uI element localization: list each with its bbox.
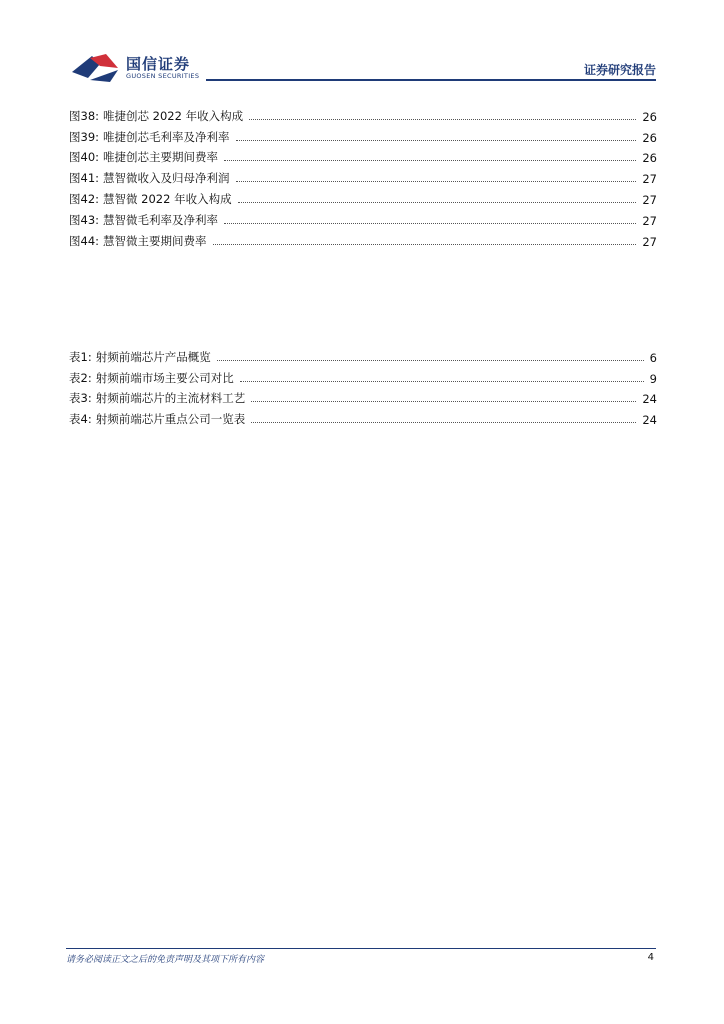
entry-label: 图43: [69, 212, 100, 227]
entry-page: 27 [642, 172, 657, 187]
entry-title: 射频前端芯片重点公司一览表 [95, 412, 246, 427]
toc-entry[interactable] [69, 365, 657, 386]
dot-leader [213, 244, 637, 245]
entry-page: 27 [642, 234, 657, 249]
dot-leader [236, 140, 637, 141]
toc-entry[interactable] [69, 344, 657, 365]
header-divider [206, 79, 656, 81]
entry-title: 慧智微主要期间费率 [103, 233, 207, 248]
footer-disclaimer: 请务必阅读正文之后的免责声明及其项下所有内容 [66, 955, 265, 965]
report-type-label: 证券研究报告 [583, 63, 656, 77]
toc-entry[interactable] [69, 186, 657, 207]
figure-list [69, 103, 657, 249]
entry-label: 图39: [69, 129, 100, 144]
entry-page: 26 [642, 109, 657, 124]
dot-leader [236, 181, 637, 182]
entry-page: 27 [642, 192, 657, 207]
entry-page: 24 [642, 413, 657, 428]
entry-label: 表2: [69, 370, 92, 385]
entry-title: 唯捷创芯主要期间费率 [103, 150, 219, 165]
entry-title: 唯捷创芯 2022 年收入构成 [103, 108, 244, 123]
toc-entry[interactable] [69, 406, 657, 427]
entry-title: 慧智微毛利率及净利率 [103, 212, 219, 227]
dot-leader [224, 223, 636, 224]
entry-label: 图44: [69, 233, 100, 248]
entry-page: 26 [642, 130, 657, 145]
dot-leader [238, 202, 637, 203]
dot-leader [240, 381, 644, 382]
toc-entry[interactable] [69, 165, 657, 186]
entry-label: 表3: [69, 391, 92, 406]
entry-title: 慧智微收入及归母净利润 [103, 171, 230, 186]
table-list [69, 344, 657, 427]
dot-leader [224, 160, 636, 161]
entry-page: 24 [642, 392, 657, 407]
entry-label: 图42: [69, 191, 100, 206]
logo-english-name: GUOSEN SECURITIES [126, 72, 200, 80]
entry-label: 表1: [69, 349, 92, 364]
toc-entry[interactable] [69, 207, 657, 228]
entry-label: 图41: [69, 171, 100, 186]
entry-title: 唯捷创芯毛利率及净利率 [103, 129, 230, 144]
entry-label: 表4: [69, 412, 92, 427]
logo-chinese-name: 国信证券 [126, 55, 191, 73]
entry-title: 射频前端芯片的主流材料工艺 [95, 391, 246, 406]
toc-entry[interactable] [69, 124, 657, 145]
toc-entry[interactable] [69, 228, 657, 249]
entry-label: 图38: [69, 108, 100, 123]
entry-page: 6 [649, 350, 657, 365]
dot-leader [249, 119, 636, 120]
page-number: 4 [647, 952, 654, 963]
dot-leader [251, 401, 636, 402]
entry-label: 图40: [69, 150, 100, 165]
entry-page: 26 [642, 151, 657, 166]
entry-title: 射频前端市场主要公司对比 [95, 370, 234, 385]
guosen-logo-icon [70, 52, 122, 86]
footer-divider [66, 948, 656, 949]
company-logo [70, 52, 210, 86]
entry-page: 9 [649, 371, 657, 386]
toc-entry[interactable] [69, 386, 657, 407]
toc-entry[interactable] [69, 145, 657, 166]
dot-leader [251, 422, 636, 423]
toc-entry[interactable] [69, 103, 657, 124]
entry-page: 27 [642, 213, 657, 228]
dot-leader [217, 360, 644, 361]
entry-title: 慧智微 2022 年收入构成 [103, 191, 232, 206]
entry-title: 射频前端芯片产品概览 [95, 349, 211, 364]
